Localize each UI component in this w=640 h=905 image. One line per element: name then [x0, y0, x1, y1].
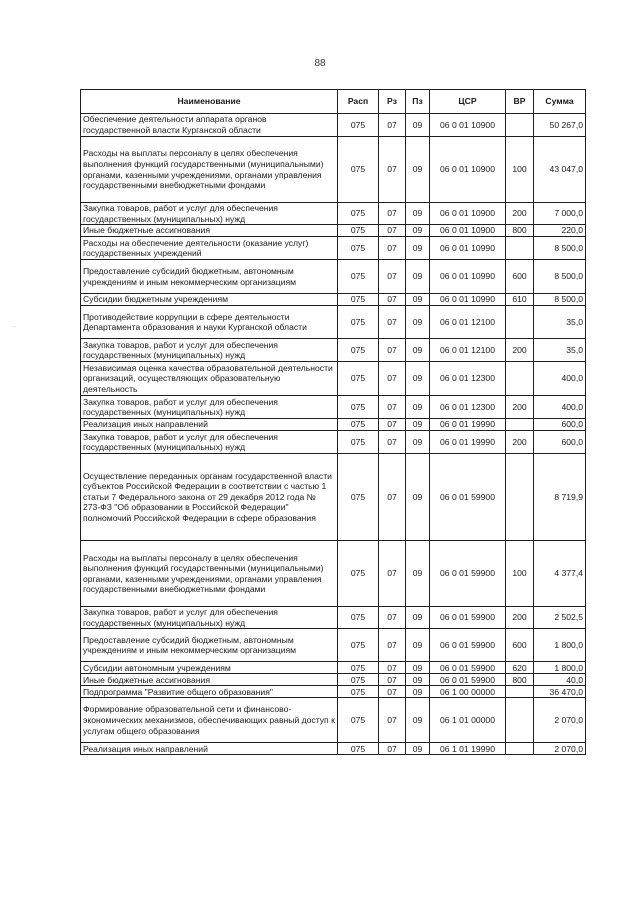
cell-rasp: 075	[338, 225, 379, 237]
cell-name: Реализация иных направлений	[81, 419, 338, 431]
table-row	[81, 629, 586, 662]
cell-rz: 07	[379, 419, 406, 431]
cell-csr: 06 0 01 10900	[430, 225, 506, 237]
table-row	[81, 454, 586, 541]
cell-csr: 06 0 01 12100	[430, 306, 506, 339]
cell-sum: 600,0	[534, 431, 586, 454]
cell-csr: 06 0 01 59900	[430, 629, 506, 662]
cell-rasp: 075	[338, 294, 379, 306]
cell-sum: 400,0	[534, 362, 586, 396]
cell-rz: 07	[379, 237, 406, 260]
cell-rz: 07	[379, 698, 406, 743]
cell-rz: 07	[379, 431, 406, 454]
cell-csr: 06 0 01 59900	[430, 541, 506, 607]
cell-name: Противодействие коррупции в сфере деятельности Департамента образования и науки Курганской области	[81, 306, 338, 339]
cell-sum: 36 470,0	[534, 686, 586, 698]
cell-vr: 200	[506, 607, 534, 629]
cell-name: Субсидии бюджетным учреждениям	[81, 294, 338, 306]
cell-sum: 43 047,0	[534, 137, 586, 203]
cell-rasp: 075	[338, 431, 379, 454]
cell-pz: 09	[406, 607, 430, 629]
cell-vr	[506, 419, 534, 431]
table-row	[81, 743, 586, 755]
cell-csr: 06 0 01 12300	[430, 362, 506, 396]
cell-pz: 09	[406, 431, 430, 454]
cell-vr: 100	[506, 137, 534, 203]
cell-pz: 09	[406, 339, 430, 362]
cell-rasp: 075	[338, 686, 379, 698]
cell-sum: 2 070,0	[534, 743, 586, 755]
table-row	[81, 114, 586, 137]
table-row	[81, 362, 586, 396]
cell-rz: 07	[379, 674, 406, 686]
table-row	[81, 662, 586, 674]
cell-rz: 07	[379, 114, 406, 137]
cell-sum: 1 800,0	[534, 629, 586, 662]
table-row	[81, 541, 586, 607]
cell-sum: 8 500,0	[534, 260, 586, 294]
cell-pz: 09	[406, 743, 430, 755]
table-row	[81, 396, 586, 419]
cell-name: Закупка товаров, работ и услуг для обеспечения государственных (муниципальных) нужд	[81, 339, 338, 362]
cell-pz: 09	[406, 294, 430, 306]
cell-rz: 07	[379, 203, 406, 225]
cell-name: Расходы на выплаты персоналу в целях обеспечения выполнения функций государственными (муниципальными) органами, казенными учреждениями, органами управления государственными внебюджетными фондами	[81, 137, 338, 203]
cell-name: Расходы на выплаты персоналу в целях обеспечения выполнения функций государственными (муниципальными) органами, казенными учреждениями, органами управления государственными внебюджетными фондами	[81, 541, 338, 607]
cell-csr: 06 0 01 19990	[430, 419, 506, 431]
cell-rasp: 075	[338, 396, 379, 419]
cell-sum: 8 500,0	[534, 294, 586, 306]
cell-sum: 40,0	[534, 674, 586, 686]
cell-rz: 07	[379, 454, 406, 541]
header-rasp: Расп	[338, 90, 379, 114]
cell-vr: 200	[506, 431, 534, 454]
cell-name: Обеспечение деятельности аппарата органов государственной власти Курганской области	[81, 114, 338, 137]
cell-sum: 2 070,0	[534, 698, 586, 743]
table-row	[81, 339, 586, 362]
table-row	[81, 225, 586, 237]
page-number: 88	[314, 58, 326, 69]
cell-pz: 09	[406, 306, 430, 339]
cell-rasp: 075	[338, 362, 379, 396]
cell-rasp: 075	[338, 137, 379, 203]
cell-vr	[506, 306, 534, 339]
cell-pz: 09	[406, 454, 430, 541]
cell-vr	[506, 237, 534, 260]
cell-vr: 600	[506, 260, 534, 294]
header-sum: Сумма	[534, 90, 586, 114]
table-row	[81, 674, 586, 686]
table-row	[81, 686, 586, 698]
cell-pz: 09	[406, 203, 430, 225]
cell-rz: 07	[379, 362, 406, 396]
cell-name: Иные бюджетные ассигнования	[81, 225, 338, 237]
cell-rasp: 075	[338, 419, 379, 431]
cell-sum: 4 377,4	[534, 541, 586, 607]
cell-pz: 09	[406, 686, 430, 698]
cell-rz: 07	[379, 629, 406, 662]
cell-name: Закупка товаров, работ и услуг для обеспечения государственных (муниципальных) нужд	[81, 607, 338, 629]
cell-sum: 7 000,0	[534, 203, 586, 225]
cell-pz: 09	[406, 419, 430, 431]
cell-name: Независимая оценка качества образовательной деятельности организаций, осуществляющих образовательную деятельность	[81, 362, 338, 396]
cell-pz: 09	[406, 362, 430, 396]
cell-csr: 06 0 01 10990	[430, 237, 506, 260]
cell-csr: 06 0 01 10900	[430, 114, 506, 137]
cell-rasp: 075	[338, 607, 379, 629]
cell-name: Осуществление переданных органам государственной власти субъектов Российской Федерации в соответствии с частью 1 статьи 7 Федерального закона от 29 декабря 2012 года № 273-ФЗ "Об образовании в Российской Федерации" полномочий Российской Федерации в сфере образования	[81, 454, 338, 541]
cell-vr	[506, 114, 534, 137]
table-header-row	[81, 90, 586, 114]
cell-rasp: 075	[338, 260, 379, 294]
cell-csr: 06 0 01 59900	[430, 454, 506, 541]
cell-name: Предоставление субсидий бюджетным, автономным учреждениям и иным некоммерческим организациям	[81, 629, 338, 662]
cell-rz: 07	[379, 607, 406, 629]
cell-sum: 220,0	[534, 225, 586, 237]
cell-sum: 8 500,0	[534, 237, 586, 260]
cell-vr: 100	[506, 541, 534, 607]
cell-pz: 09	[406, 114, 430, 137]
table-row	[81, 237, 586, 260]
cell-rz: 07	[379, 743, 406, 755]
cell-csr: 06 0 01 59900	[430, 662, 506, 674]
cell-rz: 07	[379, 541, 406, 607]
cell-name: Реализация иных направлений	[81, 743, 338, 755]
cell-rasp: 075	[338, 306, 379, 339]
cell-rasp: 075	[338, 662, 379, 674]
cell-name: Закупка товаров, работ и услуг для обеспечения государственных (муниципальных) нужд	[81, 396, 338, 419]
cell-sum: 1 800,0	[534, 662, 586, 674]
cell-vr	[506, 743, 534, 755]
cell-rasp: 075	[338, 698, 379, 743]
cell-pz: 09	[406, 674, 430, 686]
cell-name: Предоставление субсидий бюджетным, автономным учреждениям и иным некоммерческим организациям	[81, 260, 338, 294]
cell-csr: 06 1 00 00000	[430, 686, 506, 698]
cell-pz: 09	[406, 662, 430, 674]
cell-rz: 07	[379, 396, 406, 419]
budget-table	[80, 89, 586, 755]
cell-sum: 35,0	[534, 339, 586, 362]
cell-rz: 07	[379, 339, 406, 362]
cell-pz: 09	[406, 396, 430, 419]
cell-pz: 09	[406, 225, 430, 237]
cell-name: Субсидии автономным учреждениям	[81, 662, 338, 674]
table-row	[81, 419, 586, 431]
header-csr: ЦСР	[430, 90, 506, 114]
cell-sum: 8 719,9	[534, 454, 586, 541]
cell-rasp: 075	[338, 339, 379, 362]
cell-vr: 200	[506, 339, 534, 362]
cell-pz: 09	[406, 237, 430, 260]
cell-vr	[506, 698, 534, 743]
table-row	[81, 137, 586, 203]
cell-vr: 610	[506, 294, 534, 306]
cell-vr: 800	[506, 674, 534, 686]
cell-rz: 07	[379, 294, 406, 306]
cell-pz: 09	[406, 629, 430, 662]
cell-name: Формирование образовательной сети и финансово-экономических механизмов, обеспечивающих равный доступ к услугам общего образования	[81, 698, 338, 743]
cell-rz: 07	[379, 662, 406, 674]
cell-rasp: 075	[338, 629, 379, 662]
table-row	[81, 607, 586, 629]
cell-csr: 06 0 01 59900	[430, 674, 506, 686]
cell-name: Подпрограмма "Развитие общего образования"	[81, 686, 338, 698]
cell-rz: 07	[379, 306, 406, 339]
cell-sum: 600,0	[534, 419, 586, 431]
cell-csr: 06 1 01 19990	[430, 743, 506, 755]
cell-name: Иные бюджетные ассигнования	[81, 674, 338, 686]
cell-rz: 07	[379, 137, 406, 203]
header-name: Наименование	[81, 90, 338, 114]
cell-name: Расходы на обеспечение деятельности (оказание услуг) государственных учреждений	[81, 237, 338, 260]
cell-sum: 2 502,5	[534, 607, 586, 629]
cell-vr: 800	[506, 225, 534, 237]
cell-sum: 50 267,0	[534, 114, 586, 137]
cell-csr: 06 0 01 19990	[430, 431, 506, 454]
cell-rasp: 075	[338, 674, 379, 686]
cell-rasp: 075	[338, 203, 379, 225]
cell-csr: 06 0 01 12300	[430, 396, 506, 419]
cell-rasp: 075	[338, 541, 379, 607]
table-row	[81, 431, 586, 454]
cell-pz: 09	[406, 698, 430, 743]
cell-vr: 200	[506, 203, 534, 225]
table-body	[81, 114, 586, 755]
table-row	[81, 698, 586, 743]
cell-rz: 07	[379, 225, 406, 237]
cell-vr: 620	[506, 662, 534, 674]
cell-vr	[506, 454, 534, 541]
cell-csr: 06 0 01 10990	[430, 260, 506, 294]
cell-csr: 06 0 01 10900	[430, 203, 506, 225]
cell-name: Закупка товаров, работ и услуг для обеспечения государственных (муниципальных) нужд	[81, 431, 338, 454]
cell-vr	[506, 686, 534, 698]
cell-rz: 07	[379, 260, 406, 294]
cell-pz: 09	[406, 260, 430, 294]
cell-csr: 06 0 01 10900	[430, 137, 506, 203]
header-rz: Рз	[379, 90, 406, 114]
cell-vr: 200	[506, 396, 534, 419]
cell-vr: 600	[506, 629, 534, 662]
cell-vr	[506, 362, 534, 396]
cell-csr: 06 1 01 00000	[430, 698, 506, 743]
header-pz: Пз	[406, 90, 430, 114]
cell-csr: 06 0 01 59900	[430, 607, 506, 629]
cell-sum: 35,0	[534, 306, 586, 339]
cell-rasp: 075	[338, 114, 379, 137]
cell-name: Закупка товаров, работ и услуг для обеспечения государственных (муниципальных) нужд	[81, 203, 338, 225]
cell-csr: 06 0 01 12100	[430, 339, 506, 362]
table-row	[81, 260, 586, 294]
header-vr: ВР	[506, 90, 534, 114]
cell-csr: 06 0 01 10990	[430, 294, 506, 306]
margin-mark: ˙	[13, 325, 16, 335]
cell-pz: 09	[406, 137, 430, 203]
cell-rz: 07	[379, 686, 406, 698]
cell-sum: 400,0	[534, 396, 586, 419]
table-row	[81, 203, 586, 225]
cell-rasp: 075	[338, 454, 379, 541]
cell-rasp: 075	[338, 743, 379, 755]
table-row	[81, 306, 586, 339]
table-row	[81, 294, 586, 306]
cell-pz: 09	[406, 541, 430, 607]
cell-rasp: 075	[338, 237, 379, 260]
